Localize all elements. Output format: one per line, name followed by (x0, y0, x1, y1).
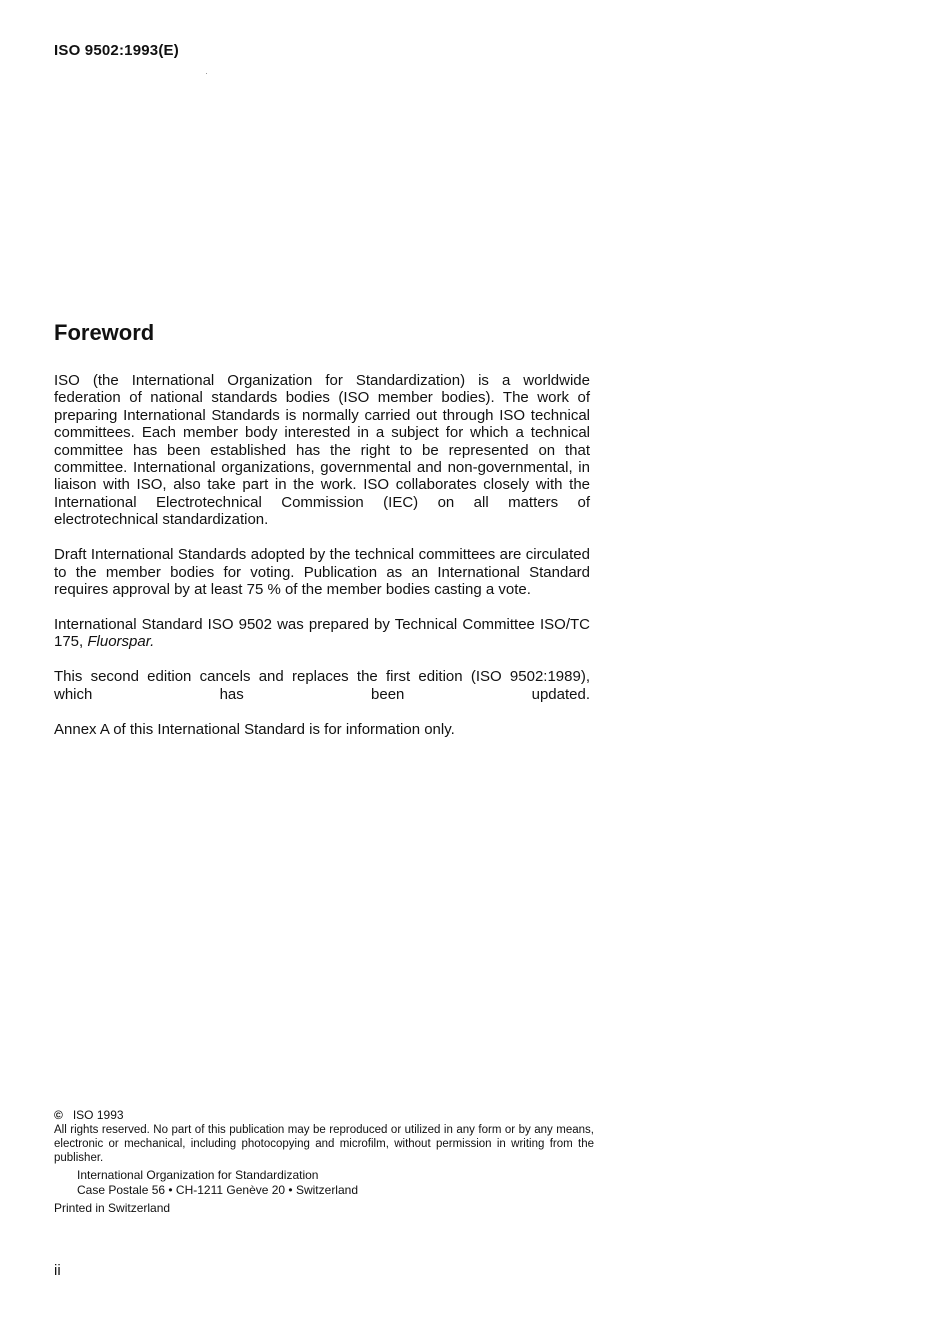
foreword-paragraph-edition: This second edition cancels and replaces the first edition (ISO 9502:1989), which has been updated. (54, 668, 590, 703)
printed-location: Printed in Switzerland (54, 1201, 171, 1215)
page-number: ii (54, 1262, 61, 1279)
foreword-paragraph-draft-standards: Draft International Standards adopted by the technical committees are circulated to the member bodies for voting. Publication as an International Standard requires approval by at least 75 % of the member bodies casting a vote. (54, 546, 590, 599)
scan-artifact-dot (206, 73, 207, 74)
copyright-notice (54, 1108, 594, 1123)
foreword-paragraph-committee (54, 616, 590, 651)
committee-name: Fluorspar. (87, 633, 155, 651)
copyright-icon: © (54, 1108, 63, 1122)
foreword-paragraph-iso: ISO (the International Organization for Standardization) is a worldwide federation of national standards bodies (ISO member bodies). The work of preparing International Standards is normally carried out through ISO technical committees. Each member body interested in a subject for which a technical committee has been established has the right to be represented on that committee. International organizations, governmental and non-governmental, in liaison with ISO, also take part in the work. ISO collaborates closely with the International Electrotechnical Commission (IEC) on all matters of electrotechnical standardization. (54, 372, 590, 529)
committee-text: International Standard ISO 9502 was prepared by Technical Committee ISO/TC 175, (54, 616, 590, 651)
publisher-address (77, 1168, 594, 1198)
copyright-year: ISO 1993 (72, 1108, 124, 1122)
foreword-heading: Foreword (54, 320, 155, 345)
foreword-paragraph-annex: Annex A of this International Standard is for information only. (54, 720, 455, 738)
document-identifier: ISO 9502:1993(E) (54, 42, 179, 59)
copyright-block (54, 1108, 594, 1216)
foreword-body (54, 372, 590, 738)
publisher-postal: Case Postale 56 • CH-1211 Genève 20 • Switzerland (77, 1183, 358, 1197)
rights-statement: All rights reserved. No part of this publication may be reproduced or utilized in any form or by any means, electronic or mechanical, including photocopying and microfilm, without permission in writing from the publisher. (54, 1124, 594, 1164)
publisher-name: International Organization for Standardization (77, 1168, 319, 1182)
